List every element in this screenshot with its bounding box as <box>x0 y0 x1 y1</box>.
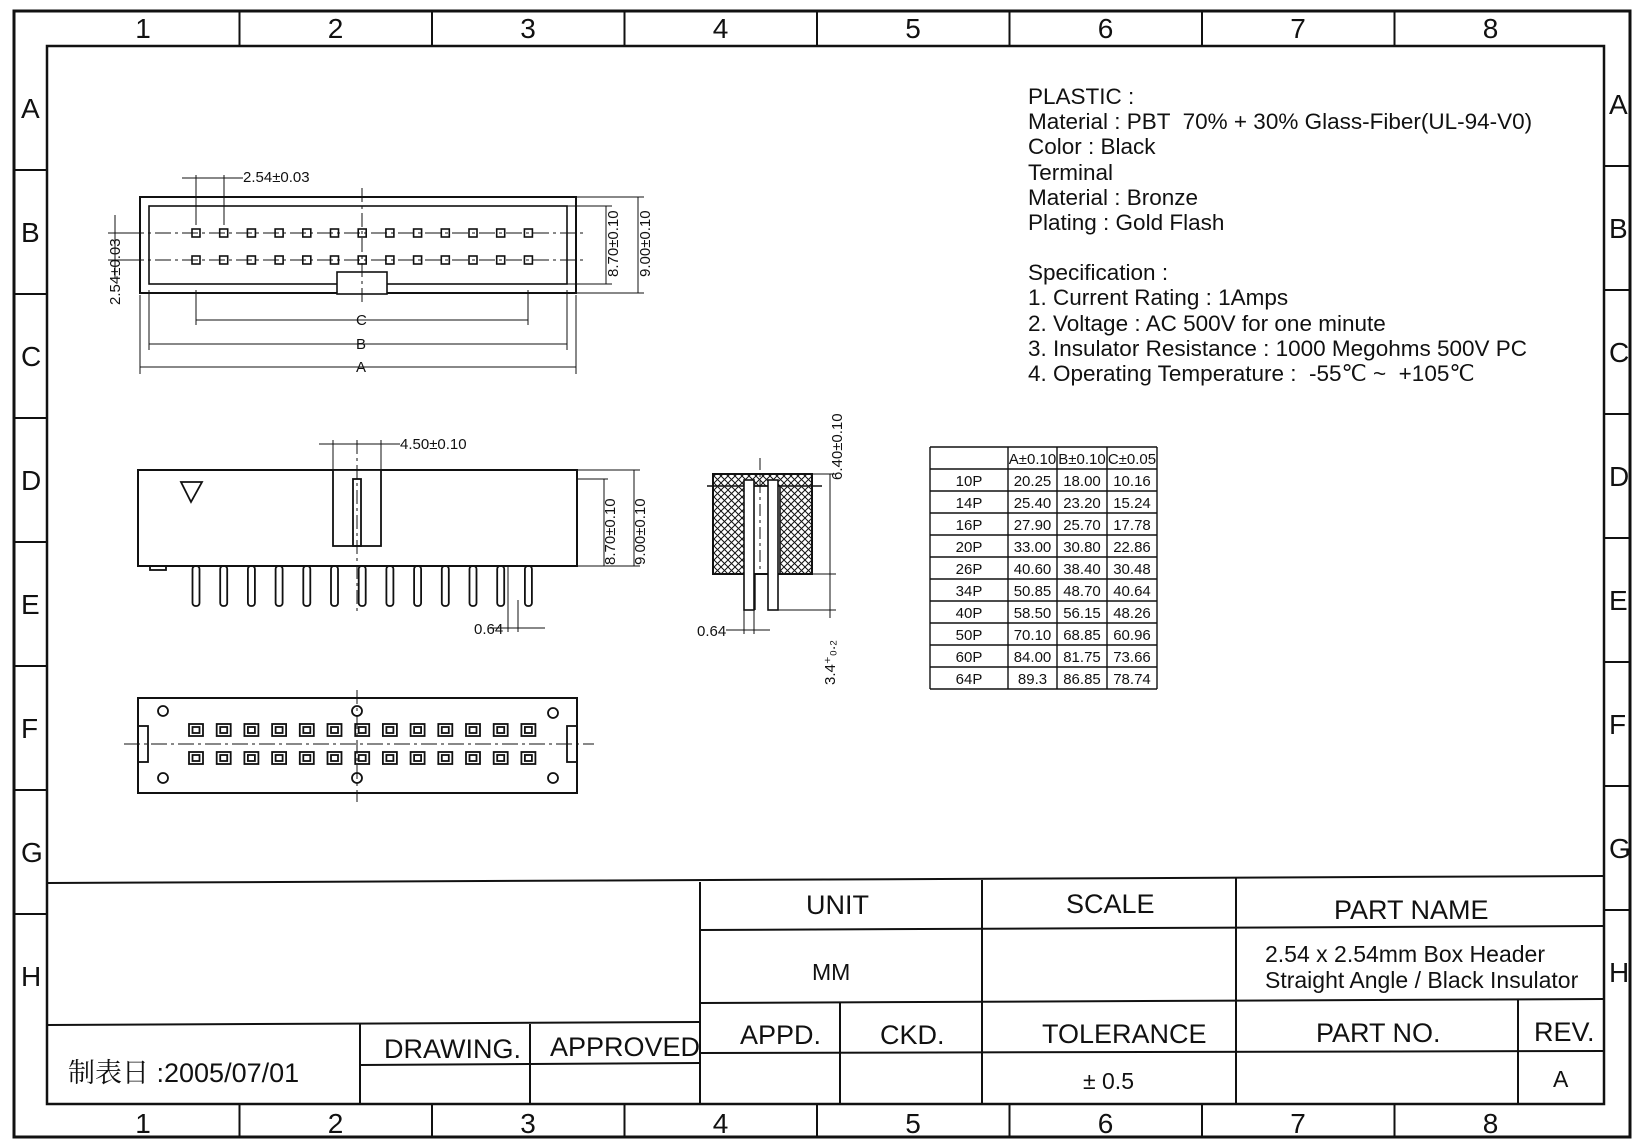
zone-row-left: A <box>21 93 40 124</box>
bottom-pin <box>525 727 532 733</box>
side-pin-width-label: 0.64 <box>697 623 727 640</box>
front-pin <box>303 566 310 606</box>
size-table-cell: 89.3 <box>1017 671 1048 688</box>
bottom-pad <box>438 752 452 764</box>
zone-row-right: G <box>1609 833 1631 864</box>
size-table-cell: 10P <box>955 473 983 490</box>
front-pin <box>386 566 393 606</box>
rev-value: A <box>1553 1066 1569 1092</box>
front-pin <box>193 566 200 606</box>
zone-row-right: B <box>1609 213 1628 244</box>
top-outer-height-label: 9.00±0.10 <box>637 210 654 277</box>
size-table-cell: 30.48 <box>1113 561 1151 578</box>
bottom-pad <box>383 724 397 736</box>
bottom-pad <box>494 724 508 736</box>
size-table-cell: 84.00 <box>1013 649 1052 666</box>
bottom-pad <box>521 752 535 764</box>
bottom-pad <box>217 752 231 764</box>
size-table-cell: 50.85 <box>1013 583 1052 600</box>
zone-col-bottom: 3 <box>520 1108 536 1139</box>
size-table-cell: 81.75 <box>1063 649 1101 666</box>
bottom-pin <box>193 755 200 761</box>
front-inner-height-label: 8.70±0.10 <box>602 498 619 565</box>
zone-col-top: 5 <box>905 13 921 44</box>
size-table-cell: 10.16 <box>1113 473 1151 490</box>
bottom-pin <box>497 755 504 761</box>
spec-item: 2. Voltage : AC 500V for one minute <box>1028 310 1386 336</box>
zone-row-left: E <box>21 589 40 620</box>
bottom-pin <box>414 727 421 733</box>
bottom-pad <box>466 724 480 736</box>
bottom-pin <box>414 755 421 761</box>
zone-row-left: G <box>21 837 43 868</box>
size-table-header: C±0.05 <box>1107 451 1157 468</box>
date-text: 制表日 :2005/07/01 <box>68 1058 300 1088</box>
bottom-pin <box>248 727 255 733</box>
size-table-cell: 60.96 <box>1113 627 1151 644</box>
zone-col-bottom: 1 <box>135 1108 151 1139</box>
size-table-cell: 48.70 <box>1063 583 1101 600</box>
size-table-cell: 60P <box>955 649 983 666</box>
bottom-pin <box>248 755 255 761</box>
size-table-cell: 56.15 <box>1063 605 1101 622</box>
zone-col-bottom: 6 <box>1097 1108 1114 1139</box>
bottom-pad <box>300 724 314 736</box>
bottom-pad <box>411 724 425 736</box>
size-table-cell: 25.70 <box>1063 517 1101 534</box>
size-table-cell: 33.00 <box>1013 539 1052 556</box>
bottom-pin <box>276 755 283 761</box>
front-pin <box>525 566 532 606</box>
size-table-cell: 23.20 <box>1063 495 1101 512</box>
terminal-plating: Plating : Gold Flash <box>1028 210 1225 236</box>
size-table-cell: 78.74 <box>1113 671 1151 688</box>
terminal-material: Material : Bronze <box>1028 184 1199 210</box>
size-table-cell: 58.50 <box>1013 605 1052 622</box>
zone-row-right: A <box>1609 89 1628 120</box>
bottom-pin <box>331 755 338 761</box>
unit-label: UNIT <box>806 890 869 920</box>
front-pin <box>248 566 255 606</box>
dim-a-label: A <box>356 359 367 376</box>
spec-title: Specification : <box>1028 260 1169 286</box>
bottom-pad <box>466 752 480 764</box>
notes-spacer <box>1028 235 1532 260</box>
front-pin <box>359 566 366 606</box>
bottom-pad <box>494 752 508 764</box>
spec-item: 4. Operating Temperature : -55℃ ~ +105℃ <box>1028 361 1475 387</box>
front-outer-height-label: 9.00±0.10 <box>632 498 649 565</box>
size-table-cell: 40P <box>955 605 983 622</box>
bottom-pin <box>220 727 227 733</box>
bottom-pad <box>521 724 535 736</box>
zone-col-bottom: 4 <box>712 1108 729 1139</box>
dim-c-label: C <box>356 312 367 329</box>
bottom-view <box>124 690 594 802</box>
bottom-pin <box>220 755 227 761</box>
top-row-pitch-label: 2.54±0.03 <box>107 238 124 305</box>
front-standoff <box>150 566 166 570</box>
front-pin <box>470 566 477 606</box>
zone-row-left: H <box>21 961 42 992</box>
front-pin <box>220 566 227 606</box>
plastic-color: Color : Black <box>1028 134 1156 160</box>
drawing-label: DRAWING. <box>384 1034 521 1064</box>
bottom-pin <box>303 755 310 761</box>
size-table-cell: 70.10 <box>1013 627 1052 644</box>
zone-col-top: 6 <box>1097 13 1114 44</box>
front-view <box>138 440 640 632</box>
size-table-cell: 68.85 <box>1063 627 1101 644</box>
bottom-pad <box>383 752 397 764</box>
bottom-pin <box>442 755 449 761</box>
dim-b-label: B <box>356 336 367 353</box>
size-table-header: A±0.10 <box>1008 451 1057 468</box>
bottom-pin <box>470 755 477 761</box>
bottom-pin <box>386 727 393 733</box>
tolerance-label: TOLERANCE <box>1042 1019 1207 1049</box>
spec-item: 3. Insulator Resistance : 1000 Megohms 500V PC <box>1028 335 1528 361</box>
size-table-cell: 64P <box>955 671 983 688</box>
size-table-cell: 17.78 <box>1113 517 1151 534</box>
size-table-cell: 73.66 <box>1113 649 1151 666</box>
zone-col-bottom: 5 <box>905 1108 921 1139</box>
bottom-pad <box>272 724 286 736</box>
size-table-cell: 25.40 <box>1013 495 1052 512</box>
size-table-cell: 40.64 <box>1113 583 1151 600</box>
zone-col-bottom: 2 <box>327 1108 344 1139</box>
bottom-pin <box>331 727 338 733</box>
bottom-pin <box>359 727 366 733</box>
bottom-pin <box>386 755 393 761</box>
bottom-pin <box>303 727 310 733</box>
scale-label: SCALE <box>1066 889 1155 919</box>
top-inner-height-label: 8.70±0.10 <box>605 210 622 277</box>
size-table-cell: 50P <box>955 627 983 644</box>
top-view <box>108 175 644 374</box>
bottom-pad <box>272 752 286 764</box>
bottom-pin <box>497 727 504 733</box>
size-table-header: B±0.10 <box>1058 451 1106 468</box>
part-name-line1: 2.54 x 2.54mm Box Header <box>1265 941 1545 967</box>
front-pin-width-label: 0.64 <box>474 621 504 638</box>
plastic-material: Material : PBT 70% + 30% Glass-Fiber(UL-94-V0) <box>1028 109 1533 135</box>
bottom-pin <box>359 755 366 761</box>
side-view <box>707 458 836 634</box>
zone-row-left: D <box>21 465 42 496</box>
bottom-pad <box>244 752 258 764</box>
size-table-cell: 26P <box>955 561 983 578</box>
zone-row-right: E <box>1609 585 1628 616</box>
zone-col-top: 1 <box>135 13 151 44</box>
front-pin <box>497 566 504 606</box>
size-table-cell: 38.40 <box>1063 561 1101 578</box>
part-name-label: PART NAME <box>1334 895 1489 925</box>
zone-row-right: F <box>1609 709 1627 740</box>
terminal-title: Terminal <box>1028 159 1114 185</box>
bottom-pin <box>276 727 283 733</box>
size-table-cell: 16P <box>955 517 983 534</box>
zone-col-top: 3 <box>520 13 536 44</box>
bottom-pad <box>189 724 203 736</box>
rev-label: REV. <box>1534 1017 1595 1047</box>
size-table-cell: 27.90 <box>1013 517 1052 534</box>
bottom-pin <box>193 727 200 733</box>
side-tail-label: 3.4⁺₀.₂ <box>822 640 839 685</box>
size-table-cell: 30.80 <box>1063 539 1101 556</box>
bottom-pad <box>300 752 314 764</box>
zone-col-bottom: 8 <box>1482 1108 1499 1139</box>
front-pin <box>276 566 283 606</box>
bottom-pad <box>189 752 203 764</box>
bottom-pin <box>525 755 532 761</box>
part-no-label: PART NO. <box>1316 1018 1441 1048</box>
bottom-pad <box>328 752 342 764</box>
size-table-cell: 18.00 <box>1063 473 1101 490</box>
bottom-pad <box>328 724 342 736</box>
size-table-cell: 22.86 <box>1113 539 1151 556</box>
front-pin <box>442 566 449 606</box>
appd-label: APPD. <box>740 1020 822 1050</box>
zone-col-top: 4 <box>712 13 729 44</box>
tolerance-value: ± 0.5 <box>1083 1068 1134 1094</box>
zone-row-left: B <box>21 217 40 248</box>
zone-row-left: F <box>21 713 39 744</box>
ckd-label: CKD. <box>880 1020 945 1050</box>
plastic-title: PLASTIC : <box>1028 84 1135 109</box>
bottom-pin <box>442 727 449 733</box>
size-table-cell: 20.25 <box>1013 473 1052 490</box>
zone-row-left: C <box>21 341 42 372</box>
approved-label: APPROVED <box>550 1032 701 1062</box>
zone-row-right: C <box>1609 337 1630 368</box>
size-table-cell: 14P <box>955 495 983 512</box>
notes-block <box>1028 84 1532 386</box>
zone-row-right: D <box>1609 461 1630 492</box>
bottom-pad <box>411 752 425 764</box>
spec-item: 1. Current Rating : 1Amps <box>1028 285 1289 311</box>
top-pitch-label: 2.54±0.03 <box>243 169 310 186</box>
zone-row-right: H <box>1609 957 1630 988</box>
size-table-cell: 86.85 <box>1063 671 1101 688</box>
zone-col-bottom: 7 <box>1290 1108 1306 1139</box>
zone-col-top: 8 <box>1482 13 1499 44</box>
size-table-cell: 40.60 <box>1013 561 1052 578</box>
zone-col-top: 7 <box>1290 13 1306 44</box>
size-table-cell: 15.24 <box>1113 495 1151 512</box>
size-table-cell: 20P <box>955 539 983 556</box>
bottom-pin <box>470 727 477 733</box>
size-table <box>930 447 1157 689</box>
front-pin <box>331 566 338 606</box>
zone-col-top: 2 <box>327 13 344 44</box>
front-key-width-label: 4.50±0.10 <box>400 436 467 453</box>
bottom-pad <box>438 724 452 736</box>
side-height-label: 6.40±0.10 <box>829 413 846 480</box>
bottom-pad <box>244 724 258 736</box>
size-table-cell: 34P <box>955 583 983 600</box>
unit-value: MM <box>812 959 851 985</box>
bottom-pad <box>217 724 231 736</box>
part-name-line2: Straight Angle / Black Insulator <box>1265 967 1579 993</box>
front-pin <box>414 566 421 606</box>
size-table-cell: 48.26 <box>1113 605 1151 622</box>
